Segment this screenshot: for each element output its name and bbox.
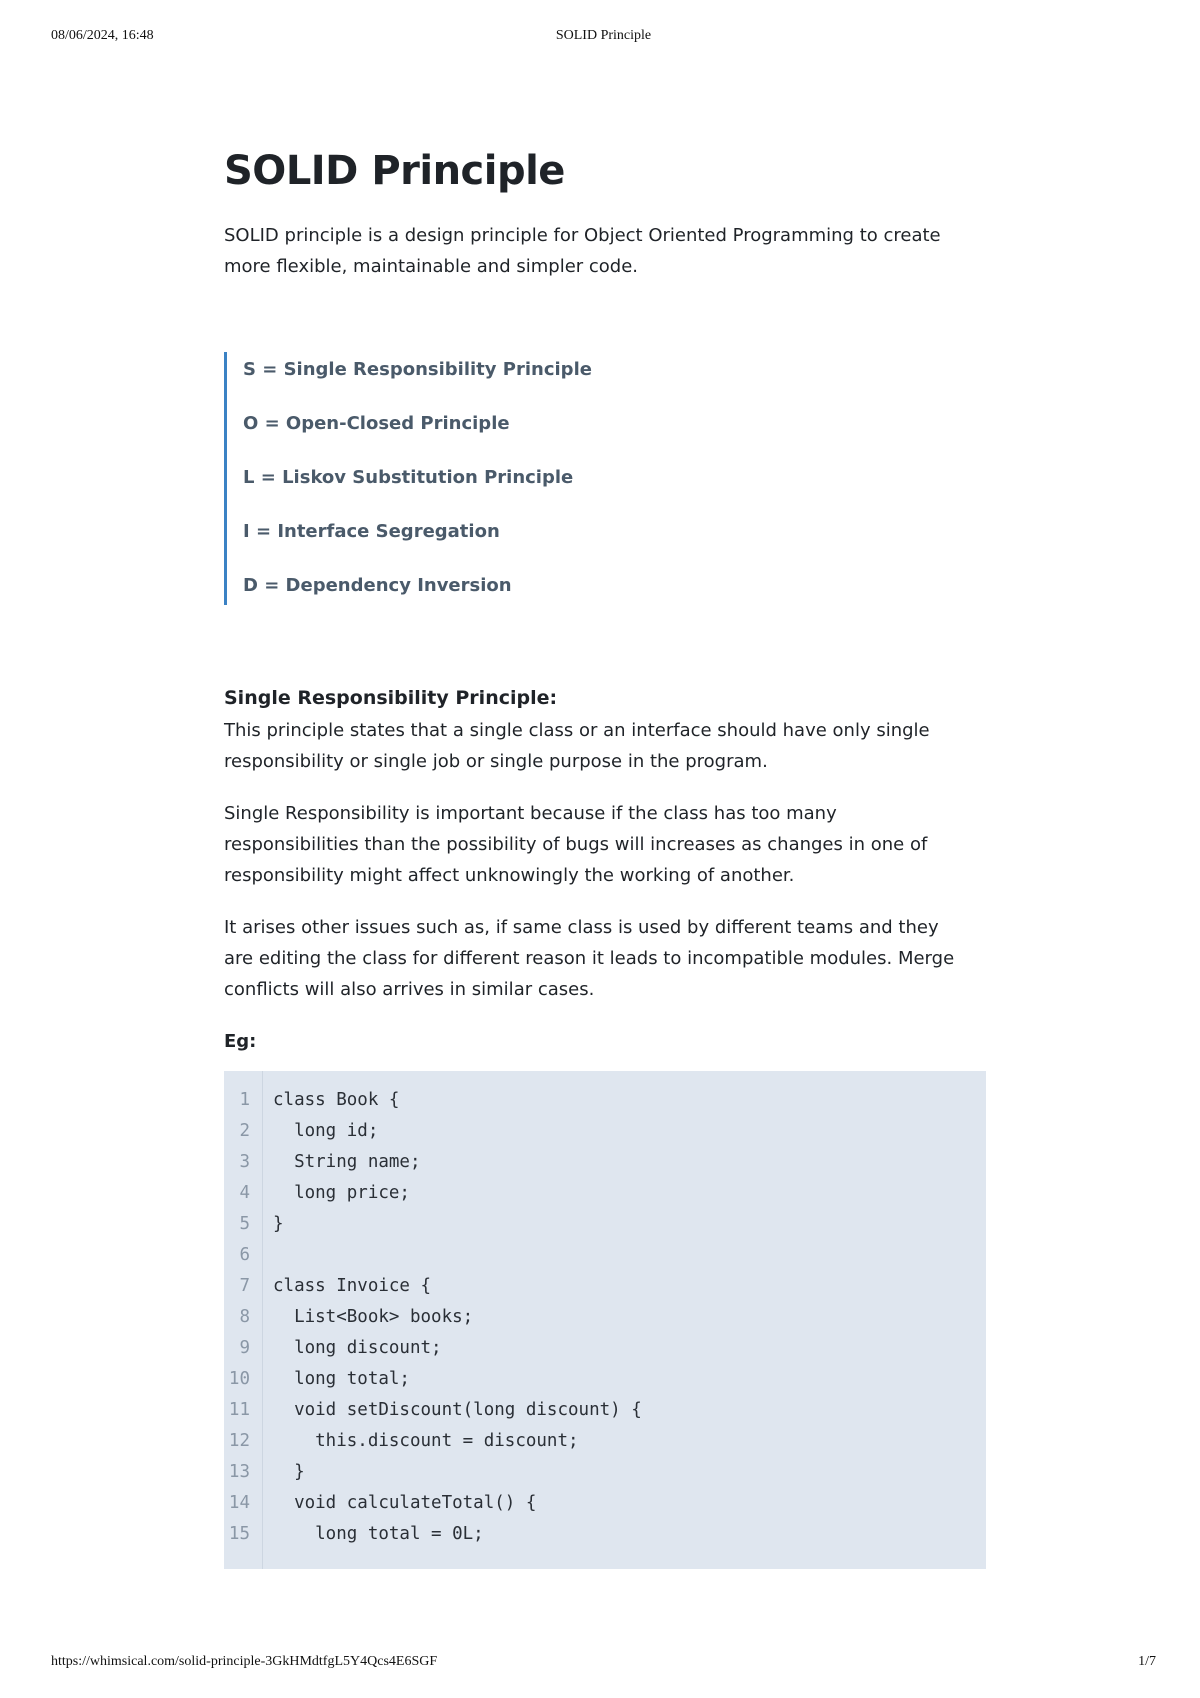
line-number: 4 <box>239 1183 250 1203</box>
code-line <box>224 1147 986 1178</box>
print-title: SOLID Principle <box>555 28 652 43</box>
paragraph-line: are editing the class for different reason it leads to incompatible modules. Merge <box>224 948 955 969</box>
code-text: long total; <box>273 1369 410 1389</box>
code-text: } <box>273 1462 305 1482</box>
paragraph-line: responsibility or single job or single purpose in the program. <box>224 751 768 772</box>
print-footer <box>51 1654 1156 1674</box>
code-text: class Book { <box>273 1090 400 1110</box>
line-number: 9 <box>239 1338 250 1358</box>
line-number: 10 <box>228 1369 250 1389</box>
code-line <box>224 1209 986 1240</box>
paragraph-line: It arises other issues such as, if same class is used by different teams and they <box>224 917 939 938</box>
principle-item: I = Interface Segregation <box>243 521 500 542</box>
code-line <box>224 1519 986 1550</box>
line-number: 3 <box>239 1152 250 1172</box>
code-text: } <box>273 1214 284 1234</box>
line-number: 7 <box>239 1276 250 1296</box>
code-lines <box>224 1085 986 1550</box>
paragraph-line: responsibility might affect unknowingly the working of another. <box>224 865 795 886</box>
document-content <box>224 140 986 1569</box>
code-line <box>224 1333 986 1364</box>
paragraph-line: This principle states that a single class or an interface should have only single <box>224 720 930 741</box>
line-number: 6 <box>239 1245 250 1265</box>
code-text: void setDiscount(long discount) { <box>273 1400 642 1420</box>
principle-item: O = Open-Closed Principle <box>243 413 510 434</box>
intro-line: more flexible, maintainable and simpler code. <box>224 256 639 277</box>
line-number: 1 <box>239 1090 250 1110</box>
principle-item: L = Liskov Substitution Principle <box>243 467 574 488</box>
code-line <box>224 1271 986 1302</box>
paragraph-line: Single Responsibility is important because if the class has too many <box>224 803 837 824</box>
code-line <box>224 1364 986 1395</box>
code-line <box>224 1085 986 1116</box>
code-line <box>224 1240 986 1271</box>
code-line <box>224 1488 986 1519</box>
code-text: long total = 0L; <box>273 1524 484 1544</box>
intro-line: SOLID principle is a design principle for Object Oriented Programming to create <box>224 225 941 246</box>
line-number: 15 <box>228 1524 250 1544</box>
code-text: this.discount = discount; <box>273 1431 579 1451</box>
srp-paragraph <box>224 798 986 891</box>
principle-item: D = Dependency Inversion <box>243 575 512 596</box>
code-line <box>224 1395 986 1426</box>
paragraph-line: conflicts will also arrives in similar cases. <box>224 979 595 1000</box>
code-line <box>224 1457 986 1488</box>
srp-heading: Single Responsibility Principle: <box>224 687 558 709</box>
line-number: 12 <box>228 1431 250 1451</box>
line-number: 11 <box>228 1400 250 1420</box>
print-header <box>51 28 1156 48</box>
code-text: String name; <box>273 1152 421 1172</box>
line-number: 2 <box>239 1121 250 1141</box>
line-number: 8 <box>239 1307 250 1327</box>
line-number: 13 <box>228 1462 250 1482</box>
code-text: List<Book> books; <box>273 1307 474 1327</box>
intro-paragraph <box>224 220 986 282</box>
principle-item: S = Single Responsibility Principle <box>243 359 592 380</box>
code-block <box>224 1071 986 1569</box>
code-line <box>224 1302 986 1333</box>
example-label: Eg: <box>224 1031 257 1052</box>
code-line <box>224 1116 986 1147</box>
code-text: void calculateTotal() { <box>273 1493 537 1513</box>
srp-paragraph <box>224 912 986 1005</box>
line-number: 5 <box>239 1214 250 1234</box>
page-url-link[interactable]: https://whimsical.com/solid-principle-3GkHMdtfgL5Y4Qcs4E6SGF <box>51 1654 438 1669</box>
code-text: class Invoice { <box>273 1276 432 1296</box>
code-text: long price; <box>273 1183 410 1203</box>
paragraph-line: responsibilities than the possibility of bugs will increases as changes in one of <box>224 834 928 855</box>
code-line <box>224 1178 986 1209</box>
print-datetime: 08/06/2024, 16:48 <box>51 28 154 43</box>
code-text: long discount; <box>273 1338 442 1358</box>
principles-callout <box>224 352 986 605</box>
srp-paragraph <box>224 715 986 777</box>
page-number: 1/7 <box>1138 1654 1156 1669</box>
code-line <box>224 1426 986 1457</box>
page-title: SOLID Principle <box>224 148 565 194</box>
line-number: 14 <box>228 1493 250 1513</box>
code-text: long id; <box>273 1121 379 1141</box>
